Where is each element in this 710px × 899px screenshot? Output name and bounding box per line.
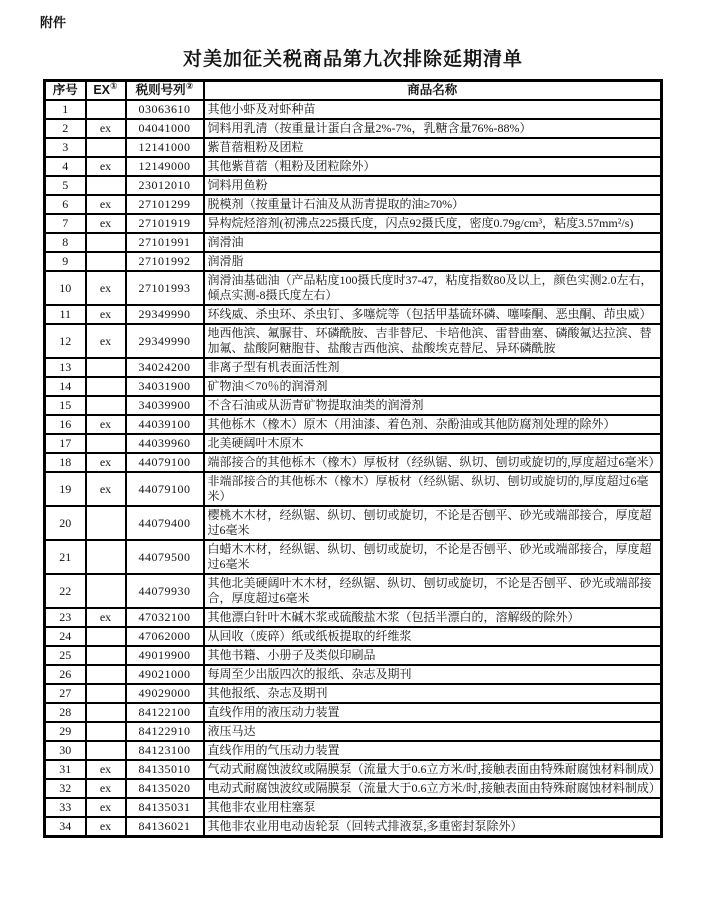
- row-number-cell: 28: [45, 703, 86, 722]
- tariff-code-cell: 44079100: [126, 472, 204, 506]
- ex-marker-cell: ex: [86, 415, 126, 434]
- table-row: [45, 684, 662, 703]
- table-row: [45, 415, 662, 434]
- tariff-code-cell: 84135031: [126, 798, 204, 817]
- row-number-cell: 17: [45, 434, 86, 453]
- tariff-code-cell: 12149000: [126, 157, 204, 176]
- tariff-code-cell: 44039100: [126, 415, 204, 434]
- table-row: [45, 608, 662, 627]
- ex-marker-cell: [86, 138, 126, 157]
- product-name-cell: 矿物油＜70％的润滑剂: [204, 377, 662, 396]
- ex-marker-cell: [86, 684, 126, 703]
- table-row: [45, 817, 662, 837]
- table-row: [45, 233, 662, 252]
- row-number-cell: 16: [45, 415, 86, 434]
- product-name-cell: 端部接合的其他栎木（橡木）厚板材（经纵锯、纵切、刨切或旋切的,厚度超过6毫米）: [204, 453, 662, 472]
- product-name-cell: 其他非农业用电动齿轮泵（回转式排液泵,多重密封泵除外）: [204, 817, 662, 837]
- product-name-cell: 其他栎木（橡木）原木（用油漆、着色剂、杂酚油或其他防腐剂处理的除外）: [204, 415, 662, 434]
- table-row: [45, 703, 662, 722]
- row-number-cell: 31: [45, 760, 86, 779]
- product-name-cell: 其他北美硬阔叶木木材，经纵锯、纵切、刨切或旋切，不论是否刨平、砂光或端部接合，厚度超过6毫米: [204, 574, 662, 608]
- tariff-code-cell: 27101992: [126, 252, 204, 271]
- row-number-cell: 33: [45, 798, 86, 817]
- table-row: [45, 214, 662, 233]
- product-name-cell: 非端部接合的其他栎木（橡木）厚板材（经纵锯、纵切、刨切或旋切的,厚度超过6毫米）: [204, 472, 662, 506]
- product-name-cell: 每周至少出版四次的报纸、杂志及期刊: [204, 665, 662, 684]
- row-number-cell: 26: [45, 665, 86, 684]
- row-number-cell: 23: [45, 608, 86, 627]
- tariff-code-cell: 04041000: [126, 119, 204, 138]
- ex-marker-cell: [86, 540, 126, 574]
- tariff-code-cell: 34031900: [126, 377, 204, 396]
- product-name-cell: 樱桃木木材，经纵锯、纵切、刨切或旋切，不论是否刨平、砂光或端部接合，厚度超过6毫米: [204, 506, 662, 540]
- table-row: [45, 665, 662, 684]
- row-number-cell: 7: [45, 214, 86, 233]
- row-number-cell: 2: [45, 119, 86, 138]
- ex-marker-cell: ex: [86, 453, 126, 472]
- row-number-cell: 8: [45, 233, 86, 252]
- tariff-code-cell: 12141000: [126, 138, 204, 157]
- table-row: [45, 627, 662, 646]
- tariff-code-cell: 29349990: [126, 324, 204, 358]
- tariff-code-cell: 44079500: [126, 540, 204, 574]
- ex-marker-cell: [86, 646, 126, 665]
- header-tariff-code: 税则号列②: [126, 81, 204, 101]
- tariff-code-cell: 29349990: [126, 305, 204, 324]
- product-name-cell: 异构烷烃溶剂(初沸点225摄氏度，闪点92摄氏度，密度0.79g/cm³，粘度3.57mm²/s): [204, 214, 662, 233]
- tariff-code-cell: 47062000: [126, 627, 204, 646]
- ex-marker-cell: ex: [86, 157, 126, 176]
- row-number-cell: 25: [45, 646, 86, 665]
- table-row: [45, 100, 662, 119]
- tariff-code-cell: 23012010: [126, 176, 204, 195]
- ex-marker-cell: [86, 722, 126, 741]
- ex-marker-cell: [86, 741, 126, 760]
- ex-marker-cell: [86, 377, 126, 396]
- row-number-cell: 11: [45, 305, 86, 324]
- row-number-cell: 30: [45, 741, 86, 760]
- tariff-code-cell: 34039900: [126, 396, 204, 415]
- table-row: [45, 779, 662, 798]
- page-title: 对美加征关税商品第九次排除延期清单: [182, 49, 523, 70]
- ex-marker-cell: [86, 506, 126, 540]
- ex-marker-cell: ex: [86, 798, 126, 817]
- note-ref-2: ②: [185, 80, 194, 91]
- ex-marker-cell: [86, 176, 126, 195]
- tariff-code-cell: 49029000: [126, 684, 204, 703]
- product-name-cell: 其他书籍、小册子及类似印刷品: [204, 646, 662, 665]
- tariff-code-cell: 84136021: [126, 817, 204, 837]
- tariff-code-cell: 27101299: [126, 195, 204, 214]
- row-number-cell: 32: [45, 779, 86, 798]
- row-number-cell: 12: [45, 324, 86, 358]
- product-name-cell: 饲料用乳清（按重量计蛋白含量2%-7%，乳糖含量76%-88%）: [204, 119, 662, 138]
- table-row: [45, 760, 662, 779]
- row-number-cell: 6: [45, 195, 86, 214]
- tariff-code-cell: 49021000: [126, 665, 204, 684]
- ex-marker-cell: ex: [86, 119, 126, 138]
- tariff-code-cell: 47032100: [126, 608, 204, 627]
- row-number-cell: 1: [45, 100, 86, 119]
- row-number-cell: 14: [45, 377, 86, 396]
- table-row: [45, 646, 662, 665]
- ex-marker-cell: ex: [86, 305, 126, 324]
- product-name-cell: 北美硬阔叶木原木: [204, 434, 662, 453]
- table-row: [45, 119, 662, 138]
- tariff-code-cell: 34024200: [126, 358, 204, 377]
- table-row: [45, 176, 662, 195]
- product-name-cell: 其他非农业用柱塞泵: [204, 798, 662, 817]
- product-name-cell: 气动式耐腐蚀波纹或隔膜泵（流量大于0.6立方米/时,接触表面由特殊耐腐蚀材料制成）: [204, 760, 662, 779]
- row-number-cell: 5: [45, 176, 86, 195]
- header-no: 序号: [45, 81, 86, 101]
- ex-marker-cell: ex: [86, 214, 126, 233]
- ex-marker-cell: [86, 396, 126, 415]
- header-ex: EX①: [86, 81, 126, 101]
- row-number-cell: 22: [45, 574, 86, 608]
- ex-marker-cell: [86, 233, 126, 252]
- ex-marker-cell: [86, 100, 126, 119]
- row-number-cell: 21: [45, 540, 86, 574]
- product-name-cell: 不含石油或从沥青矿物提取油类的润滑剂: [204, 396, 662, 415]
- product-name-cell: 环线威、杀虫环、杀虫钉、多噻烷等（包括甲基硫环磷、噻嗪酮、恶虫酮、茚虫威）: [204, 305, 662, 324]
- product-name-cell: 饲料用鱼粉: [204, 176, 662, 195]
- ex-marker-cell: [86, 358, 126, 377]
- product-name-cell: 非离子型有机表面活性剂: [204, 358, 662, 377]
- row-number-cell: 29: [45, 722, 86, 741]
- tariff-code-cell: 49019900: [126, 646, 204, 665]
- tariff-code-cell: 84123100: [126, 741, 204, 760]
- tariff-code-cell: 84122910: [126, 722, 204, 741]
- table-row: [45, 305, 662, 324]
- row-number-cell: 34: [45, 817, 86, 837]
- ex-marker-cell: ex: [86, 472, 126, 506]
- ex-marker-cell: [86, 665, 126, 684]
- tariff-code-cell: 44079100: [126, 453, 204, 472]
- product-name-cell: 地西他滨、氟脲苷、环磷酰胺、吉非替尼、卡培他滨、雷替曲塞、磷酸氟达拉滨、替加氟、盐酸阿糖胞苷、盐酸吉西他滨、盐酸埃克替尼、异环磷酰胺: [204, 324, 662, 358]
- tariff-code-cell: 44079930: [126, 574, 204, 608]
- product-name-cell: 润滑脂: [204, 252, 662, 271]
- row-number-cell: 15: [45, 396, 86, 415]
- tariff-code-cell: 84135020: [126, 779, 204, 798]
- table-row: [45, 138, 662, 157]
- row-number-cell: 24: [45, 627, 86, 646]
- row-number-cell: 3: [45, 138, 86, 157]
- table-row: [45, 506, 662, 540]
- table-row: [45, 324, 662, 358]
- ex-marker-cell: [86, 703, 126, 722]
- ex-marker-cell: [86, 627, 126, 646]
- row-number-cell: 18: [45, 453, 86, 472]
- product-name-cell: 其他小虾及对虾种苗: [204, 100, 662, 119]
- table-row: [45, 453, 662, 472]
- table-row: [45, 377, 662, 396]
- table-row: [45, 271, 662, 305]
- attachment-label: 附件: [40, 15, 67, 30]
- note-ref-1: ①: [110, 80, 118, 91]
- table-row: [45, 798, 662, 817]
- row-number-cell: 27: [45, 684, 86, 703]
- table-row: [45, 540, 662, 574]
- row-number-cell: 10: [45, 271, 86, 305]
- table-row: [45, 741, 662, 760]
- product-name-cell: 电动式耐腐蚀波纹或隔膜泵（流量大于0.6立方米/时,接触表面由特殊耐腐蚀材料制成）: [204, 779, 662, 798]
- table-body: [45, 100, 662, 837]
- ex-marker-cell: [86, 434, 126, 453]
- tariff-code-cell: 27101919: [126, 214, 204, 233]
- ex-marker-cell: ex: [86, 324, 126, 358]
- ex-marker-cell: ex: [86, 817, 126, 837]
- row-number-cell: 4: [45, 157, 86, 176]
- product-name-cell: 其他紫苜蓿（粗粉及团粒除外）: [204, 157, 662, 176]
- ex-marker-cell: ex: [86, 608, 126, 627]
- table-row: [45, 472, 662, 506]
- table-row: [45, 722, 662, 741]
- tariff-code-cell: 27101993: [126, 271, 204, 305]
- product-name-cell: 润滑油基础油（产品粘度100摄氏度时37-47，粘度指数80及以上，颜色实测2.0左右，倾点实测-8摄氏度左右）: [204, 271, 662, 305]
- table-row: [45, 157, 662, 176]
- tariff-code-cell: 44079400: [126, 506, 204, 540]
- table-row: [45, 434, 662, 453]
- tariff-code-cell: 44039960: [126, 434, 204, 453]
- row-number-cell: 19: [45, 472, 86, 506]
- product-name-cell: 白蜡木木材，经纵锯、纵切、刨切或旋切，不论是否刨平、砂光或端部接合，厚度超过6毫米: [204, 540, 662, 574]
- table-row: [45, 574, 662, 608]
- product-name-cell: 从回收（废碎）纸或纸板提取的纤维浆: [204, 627, 662, 646]
- product-name-cell: 润滑油: [204, 233, 662, 252]
- table-row: [45, 252, 662, 271]
- tariff-code-cell: 27101991: [126, 233, 204, 252]
- tariff-code-cell: 84135010: [126, 760, 204, 779]
- product-name-cell: 脱模剂（按重量计石油及从沥青提取的油≥70%）: [204, 195, 662, 214]
- row-number-cell: 13: [45, 358, 86, 377]
- ex-marker-cell: [86, 252, 126, 271]
- product-name-cell: 直线作用的液压动力装置: [204, 703, 662, 722]
- exclusion-table: [43, 79, 663, 838]
- header-product-name: 商品名称: [204, 81, 662, 101]
- row-number-cell: 20: [45, 506, 86, 540]
- header-row: [45, 81, 662, 101]
- ex-marker-cell: ex: [86, 779, 126, 798]
- tariff-code-cell: 84122100: [126, 703, 204, 722]
- ex-marker-cell: ex: [86, 271, 126, 305]
- ex-marker-cell: [86, 574, 126, 608]
- ex-marker-cell: ex: [86, 195, 126, 214]
- table-row: [45, 195, 662, 214]
- row-number-cell: 9: [45, 252, 86, 271]
- product-name-cell: 直线作用的气压动力装置: [204, 741, 662, 760]
- product-name-cell: 其他漂白针叶木碱木浆或硫酸盐木浆（包括半漂白的，溶解级的除外）: [204, 608, 662, 627]
- table-row: [45, 358, 662, 377]
- ex-marker-cell: ex: [86, 760, 126, 779]
- product-name-cell: 其他报纸、杂志及期刊: [204, 684, 662, 703]
- table-row: [45, 396, 662, 415]
- product-name-cell: 紫苜蓿粗粉及团粒: [204, 138, 662, 157]
- product-name-cell: 液压马达: [204, 722, 662, 741]
- tariff-code-cell: 03063610: [126, 100, 204, 119]
